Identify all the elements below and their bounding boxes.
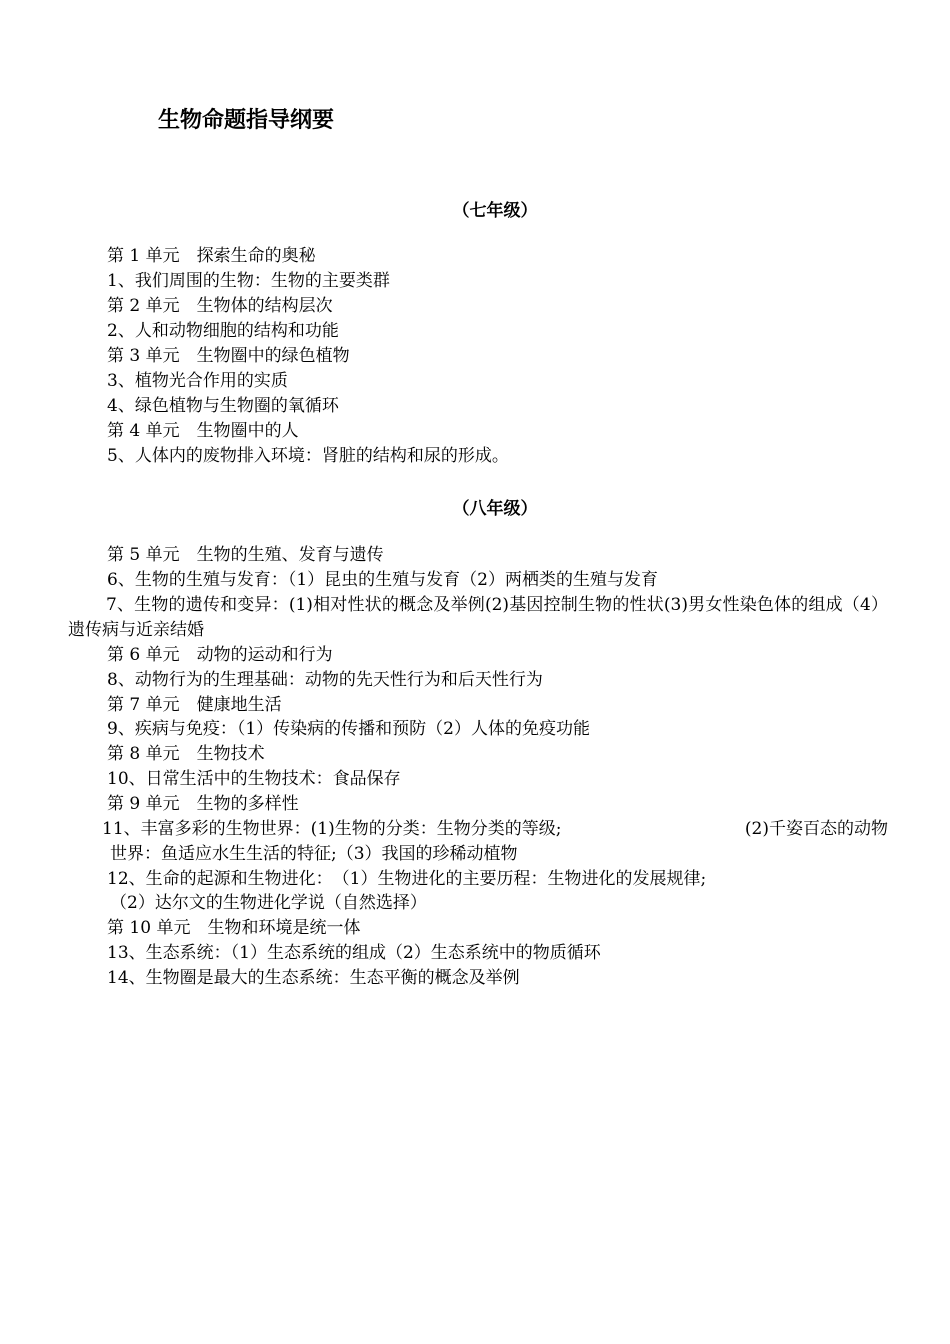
unit-1-heading: 第 1 单元 探索生命的奥秘 [107, 246, 316, 266]
list-item: 10、日常生活中的生物技术：食品保存 [107, 769, 401, 789]
grade7-heading: （七年级） [452, 201, 538, 221]
list-item [102, 817, 888, 841]
unit-4-heading: 第 4 单元 生物圈中的人 [107, 421, 299, 441]
unit-9-heading: 第 9 单元 生物的多样性 [107, 794, 299, 814]
list-item: 1、我们周围的生物：生物的主要类群 [107, 271, 390, 291]
list-item-part: 11、丰富多彩的生物世界：(1)生物的分类：生物分类的等级; [102, 819, 562, 839]
document-title: 生物命题指导纲要 [158, 108, 335, 133]
list-item: 9、疾病与免疫：（1）传染病的传播和预防（2）人体的免疫功能 [107, 719, 590, 739]
list-item: 3、植物光合作用的实质 [107, 371, 288, 391]
unit-7-heading: 第 7 单元 健康地生活 [107, 695, 282, 715]
list-item: 13、生态系统：（1）生态系统的组成（2）生态系统中的物质循环 [107, 943, 601, 963]
unit-8-heading: 第 8 单元 生物技术 [107, 744, 265, 764]
list-item: 8、动物行为的生理基础：动物的先天性行为和后天性行为 [107, 670, 543, 690]
unit-3-heading: 第 3 单元 生物圈中的绿色植物 [107, 346, 350, 366]
list-item-continuation: （2）达尔文的生物进化学说（自然选择） [110, 893, 427, 913]
unit-6-heading: 第 6 单元 动物的运动和行为 [107, 645, 333, 665]
unit-5-heading: 第 5 单元 生物的生殖、发育与遗传 [107, 545, 384, 565]
list-item: 7、生物的遗传和变异：(1)相对性状的概念及举例(2)基因控制生物的性状(3)男女性染色体的组成（4）遗传病与近亲结婚 [68, 595, 888, 640]
unit-2-heading: 第 2 单元 生物体的结构层次 [107, 296, 333, 316]
list-item: 14、生物圈是最大的生态系统：生态平衡的概念及举例 [107, 968, 520, 988]
list-item: 4、绿色植物与生物圈的氧循环 [107, 396, 339, 416]
unit-10-heading: 第 10 单元 生物和环境是统一体 [107, 918, 361, 938]
list-item-part: (2)千姿百态的动物 [744, 819, 888, 839]
grade8-heading: （八年级） [452, 499, 538, 519]
list-item: 2、人和动物细胞的结构和功能 [107, 321, 339, 341]
list-item: 6、生物的生殖与发育：（1）昆虫的生殖与发育（2）两栖类的生殖与发育 [107, 570, 658, 590]
list-item-continuation: 世界：鱼适应水生生活的特征;（3）我国的珍稀动植物 [110, 844, 518, 864]
list-item: 12、生命的起源和生物进化： （1）生物进化的主要历程：生物进化的发展规律; [107, 869, 707, 889]
list-item: 5、人体内的废物排入环境：肾脏的结构和尿的形成。 [107, 446, 509, 466]
